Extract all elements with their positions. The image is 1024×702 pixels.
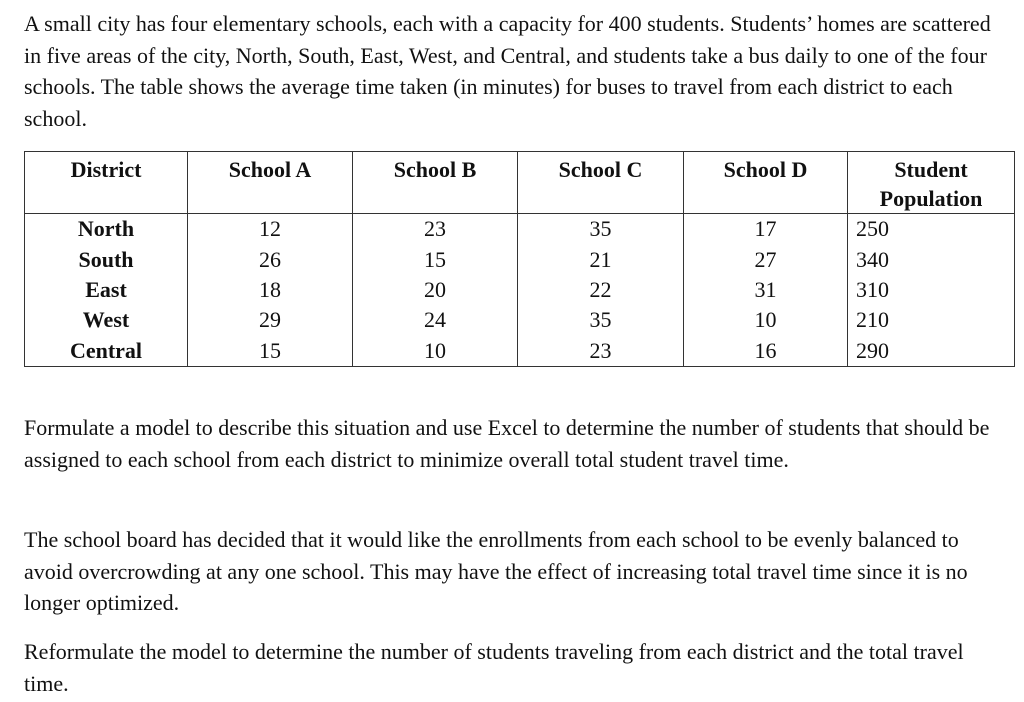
population-cell: 310	[848, 275, 1015, 305]
formulate-paragraph: Formulate a model to describe this situation and use Excel to determine the number of students that should be assigned to each school from each district to minimize overall total student travel time.	[24, 415, 990, 472]
intro-paragraph: A small city has four elementary schools, each with a capacity for 400 students. Students’ homes are scattered in five areas of the city, North, South, East, West, and Central, and students take a bus daily to one of the four schools. The table shows the average time taken (in minutes) for buses to travel from each district to each school.	[24, 11, 991, 131]
header-school-d: School D	[684, 152, 848, 214]
school-a-cell: 26	[188, 244, 353, 274]
header-school-c: School C	[518, 152, 684, 214]
school-d-cell: 16	[684, 336, 848, 367]
school-c-cell: 35	[518, 214, 684, 245]
header-district: District	[25, 152, 188, 214]
table-header-row	[25, 152, 1015, 214]
school-c-cell: 22	[518, 275, 684, 305]
population-cell: 210	[848, 305, 1015, 335]
school-b-cell: 23	[353, 214, 518, 245]
school-c-cell: 21	[518, 244, 684, 274]
school-c-cell: 35	[518, 305, 684, 335]
district-cell: Central	[25, 336, 188, 367]
school-c-cell: 23	[518, 336, 684, 367]
school-a-cell: 12	[188, 214, 353, 245]
school-a-cell: 18	[188, 275, 353, 305]
table-row	[25, 305, 1015, 335]
school-d-cell: 31	[684, 275, 848, 305]
district-cell: South	[25, 244, 188, 274]
school-d-cell: 17	[684, 214, 848, 245]
school-a-cell: 29	[188, 305, 353, 335]
district-cell: North	[25, 214, 188, 245]
district-cell: East	[25, 275, 188, 305]
header-school-a: School A	[188, 152, 353, 214]
population-cell: 340	[848, 244, 1015, 274]
reformulate-paragraph: Reformulate the model to determine the number of students traveling from each district and the total travel time.	[24, 639, 964, 696]
table-row	[25, 275, 1015, 305]
school-b-cell: 20	[353, 275, 518, 305]
school-d-cell: 27	[684, 244, 848, 274]
table-row	[25, 214, 1015, 245]
header-school-b: School B	[353, 152, 518, 214]
district-cell: West	[25, 305, 188, 335]
table-row	[25, 244, 1015, 274]
population-cell: 250	[848, 214, 1015, 245]
header-student-population: Student Population	[848, 152, 1015, 214]
school-d-cell: 10	[684, 305, 848, 335]
school-b-cell: 10	[353, 336, 518, 367]
population-cell: 290	[848, 336, 1015, 367]
school-b-cell: 24	[353, 305, 518, 335]
school-a-cell: 15	[188, 336, 353, 367]
table-row	[25, 336, 1015, 367]
school-board-paragraph: The school board has decided that it would like the enrollments from each school to be evenly balanced to avoid overcrowding at any one school. This may have the effect of increasing total travel time since it is no longer optimized.	[24, 527, 968, 615]
travel-time-table	[24, 151, 1015, 367]
school-b-cell: 15	[353, 244, 518, 274]
